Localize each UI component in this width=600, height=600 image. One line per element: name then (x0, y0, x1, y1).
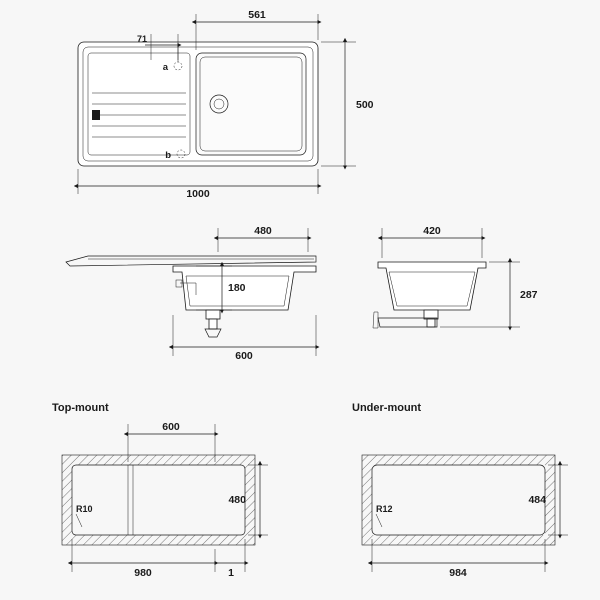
top-view-group (78, 9, 374, 200)
topmount-heading: Top-mount (52, 402, 109, 414)
section-left-group (66, 225, 316, 362)
waste-flange (206, 310, 220, 319)
radius-r12-label: R12 (376, 504, 393, 514)
waste-assembly-left (205, 310, 221, 337)
waste-trap (205, 329, 221, 337)
undermount-cutout (372, 465, 545, 535)
drainer-slot (92, 110, 100, 120)
undermount-outer (362, 455, 555, 545)
dim-500-label: 500 (356, 99, 374, 111)
waste-pipe (209, 319, 217, 329)
dim-1000-label: 1000 (186, 188, 210, 200)
undermount-group (352, 402, 568, 579)
dim-561-label: 561 (248, 9, 266, 21)
dim-um484-label: 484 (528, 494, 546, 506)
dim-um984-label: 984 (449, 567, 467, 579)
dim-tm600-label: 600 (162, 421, 180, 433)
dim-480-label: 480 (254, 225, 272, 237)
radius-r12-leader (376, 514, 382, 527)
marker-a-label: a (162, 62, 168, 73)
undermount-heading: Under-mount (352, 402, 422, 414)
dim-71-label: 71 (136, 34, 148, 44)
topmount-group (52, 402, 268, 579)
dim-600-section-label: 600 (235, 350, 253, 362)
overflow-fitting-left (176, 280, 182, 287)
dim-180-label: 180 (228, 282, 246, 294)
dim-420-label: 420 (423, 225, 441, 237)
section-right-group (373, 225, 538, 328)
sink-bowl-top (196, 53, 306, 155)
drainer-profile (66, 256, 316, 266)
bowl-section-right (378, 262, 486, 310)
undermount-hatch (362, 455, 555, 545)
marker-b-label: b (165, 150, 171, 161)
radius-r10-label: R10 (76, 504, 93, 514)
dim-tm480-label: 480 (228, 494, 246, 506)
radius-r10-leader (76, 514, 82, 527)
dim-tm980-label: 980 (134, 567, 152, 579)
topmount-hatch (62, 455, 255, 545)
waste-assembly-right (373, 310, 438, 328)
dim-287-label: 287 (520, 289, 538, 301)
topmount-cutout (72, 465, 245, 535)
topmount-outer (62, 455, 255, 545)
dim-tm1-label: 1 (228, 567, 234, 579)
waste-pipe-right (427, 319, 435, 327)
overflow-fitting-right (373, 312, 378, 328)
